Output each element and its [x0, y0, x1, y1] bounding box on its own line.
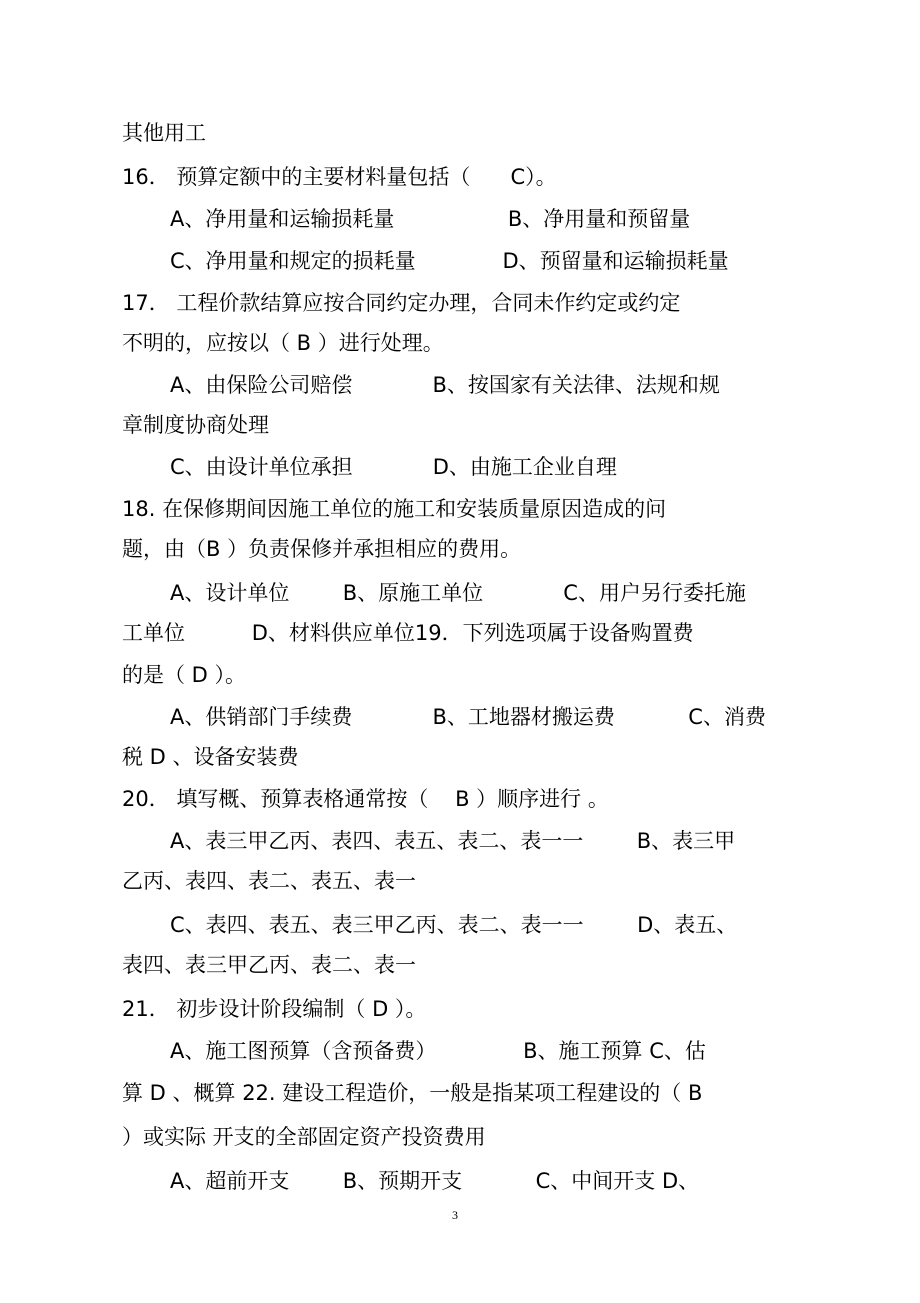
question-22-continued: ）或实际 开支的全部固定资产投资费用: [122, 1125, 486, 1149]
question-18-options: A、设计单位 B、原施工单位 C、用户另行委托施: [170, 581, 746, 605]
question-19-options: A、供销部门手续费 B、工地器材搬运费 C、消费: [170, 705, 766, 729]
question-18: 18. 在保修期间因施工单位的施工和安装质量原因造成的问: [122, 497, 667, 521]
question-17-continued: 不明的，应按以（ B ）进行处理。: [122, 331, 444, 355]
question-21-options: A、施工图预算（含预备费） B、施工预算 C、估: [170, 1039, 706, 1063]
question-19-options-continued: 税 D 、设备安装费: [122, 745, 299, 769]
question-20: 20． 填写概、预算表格通常按（ B ）顺序进行 。: [122, 787, 609, 811]
question-20-options-cd-continued: 表四、表三甲乙丙、表二、表一: [122, 953, 416, 977]
text-line-continuation: 其他用工: [122, 121, 206, 145]
question-18-options-continued: 工单位 D、材料供应单位19．下列选项属于设备购置费: [122, 621, 694, 645]
question-17-options-cd: C、由设计单位承担 D、由施工企业自理: [170, 455, 617, 479]
question-17: 17． 工程价款结算应按合同约定办理，合同未作约定或约定: [122, 291, 681, 315]
question-21: 21． 初步设计阶段编制（ D ）。: [122, 997, 427, 1021]
question-16-options-cd: C、净用量和规定的损耗量 D、预留量和运输损耗量: [170, 249, 729, 273]
question-19-continued: 的是（ D ）。: [122, 663, 247, 687]
page-number: 3: [452, 1208, 458, 1222]
question-16: 16． 预算定额中的主要材料量包括（ C）。: [122, 165, 557, 189]
question-20-options-ab-continued: 乙丙、表四、表二、表五、表一: [122, 869, 416, 893]
question-21-options-continued: 算 D 、概算 22. 建设工程造价，一般是指某项工程建设的（ B: [122, 1081, 703, 1105]
question-20-options-cd: C、表四、表五、表三甲乙丙、表二、表一一 D、表五、: [170, 913, 738, 937]
question-16-options-ab: A、净用量和运输损耗量 B、净用量和预留量: [170, 207, 691, 231]
question-17-options-ab-continued: 章制度协商处理: [122, 413, 269, 437]
question-20-options-ab: A、表三甲乙丙、表四、表五、表二、表一一 B、表三甲: [170, 829, 736, 853]
question-22-options: A、超前开支 B、预期开支 C、中间开支 D、: [170, 1169, 700, 1193]
question-17-options-ab: A、由保险公司赔偿 B、按国家有关法律、法规和规: [170, 373, 720, 397]
question-18-continued: 题，由（B ）负责保修并承担相应的费用。: [122, 537, 522, 561]
